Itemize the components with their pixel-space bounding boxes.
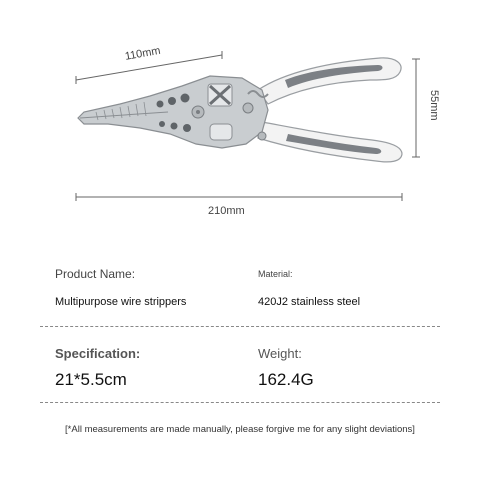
specification-value: 21*5.5cm xyxy=(55,370,127,389)
upper-handle xyxy=(258,58,401,104)
material-value: 420J2 stainless steel xyxy=(258,296,361,308)
divider-top xyxy=(40,326,440,327)
product-name-value: Multipurpose wire strippers xyxy=(55,296,187,308)
dimension-label-55: 55mm xyxy=(428,90,440,121)
material-label: Material: xyxy=(258,269,293,279)
lower-handle xyxy=(258,122,402,162)
divider-bottom xyxy=(40,402,440,403)
dimension-line-210 xyxy=(76,193,402,201)
stripper-head xyxy=(78,76,268,148)
dimension-label-210: 210mm xyxy=(208,205,245,217)
product-name-label: Product Name: xyxy=(55,267,136,281)
specification-label: Specification: xyxy=(55,346,141,361)
dimension-line-55 xyxy=(412,59,420,157)
weight-label: Weight: xyxy=(258,346,302,361)
measurement-disclaimer: [*All measurements are made manually, please forgive me for any slight deviations] xyxy=(65,424,415,435)
dimension-label-110: 110mm xyxy=(124,44,162,63)
weight-value: 162.4G xyxy=(258,370,314,389)
